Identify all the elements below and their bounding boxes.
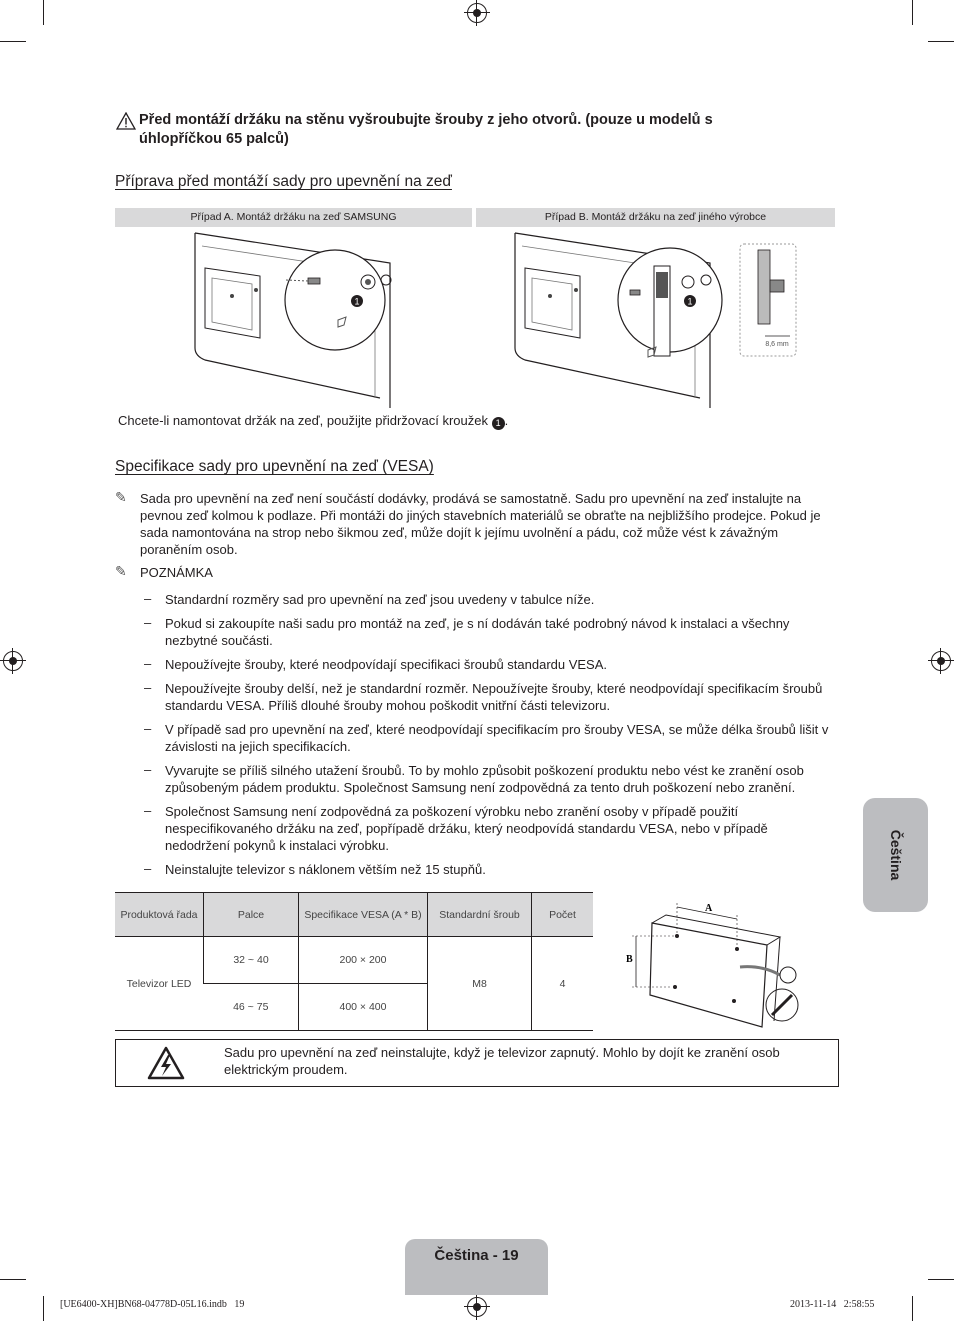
callout-1-inline xyxy=(492,417,505,430)
bullet-dash: – xyxy=(144,656,152,671)
registration-mark-icon xyxy=(3,651,23,671)
crop-mark xyxy=(43,0,44,25)
note-label: POZNÁMKA xyxy=(140,565,213,580)
label-b: B xyxy=(626,954,633,965)
cell-inches: 46 ~ 75 xyxy=(204,984,299,1031)
diagram-case-b xyxy=(510,228,800,410)
mounting-caption xyxy=(118,412,508,430)
bullet-dash: – xyxy=(144,861,152,876)
bullet-item: Neinstalujte televizor s náklonem větším než 15 stupňů. xyxy=(165,862,486,877)
warning-title: Před montáží držáku na stěnu vyšroubujte šrouby z jeho otvorů. (pouze u modelů s úhlopříčkou 65 palců) xyxy=(139,112,713,147)
bullet-dash: – xyxy=(144,591,152,606)
page-number: Čeština - 19 xyxy=(434,1247,519,1264)
bullet-dash: – xyxy=(144,721,152,736)
bullet-dash: – xyxy=(144,762,152,777)
label-a: A xyxy=(705,903,713,914)
callout-number: 1 xyxy=(495,418,501,428)
pencil-note-icon: ✎ xyxy=(115,563,127,579)
danger-text: Sadu pro upevnění na zeď neinstalujte, když je televizor zapnutý. Mohlo by dojít ke zranění osob elektrickým proudem. xyxy=(224,1045,780,1077)
registration-mark-icon xyxy=(467,3,487,23)
vesa-intro: Sada pro upevnění na zeď není součástí dodávky, prodává se samostatně. Sadu pro upevnění na zeď instalujte na pevnou zeď kolmou k podlaze. Při montáži do jiných stavebních materiálů se obraťte na nejbližšího prodejce. Pokud je sada namontována na strop nebo šikmou zeď, může dojít k jejímu uvolnění a pádu, což může vést k závažným poraněním osob. xyxy=(140,491,821,557)
language-tab-label: Čeština xyxy=(887,829,904,881)
warning-triangle-icon xyxy=(116,112,136,130)
footer-file-info: [UE6400-XH]BN68-04778D-05L16.indb 19 xyxy=(60,1299,245,1310)
bullet-item: Nepoužívejte šrouby, které neodpovídají specifikaci šroubů standardu VESA. xyxy=(165,657,608,672)
cell-inches: 32 ~ 40 xyxy=(204,937,299,984)
diagram-case-a xyxy=(190,228,400,410)
header-product-line: Produktová řada xyxy=(115,893,204,937)
vesa-spec-table xyxy=(115,892,593,1031)
cell-screw: M8 xyxy=(428,937,532,1031)
bullet-item: Společnost Samsung není zodpovědná za poškození výrobku nebo zranění osoby v případě použití nespecifikovaného držáku na zeď, popřípadě držáku, který neodpovídá standardu VESA, nebo v případě nedodržení pokynů k instalaci výrobku. xyxy=(165,804,768,853)
crop-mark xyxy=(43,1296,44,1321)
registration-mark-icon xyxy=(467,1297,487,1317)
electric-shock-warning xyxy=(115,1039,839,1087)
caption-end: . xyxy=(504,413,509,428)
registration-mark-icon xyxy=(931,651,951,671)
page-number-tab xyxy=(405,1239,548,1295)
caption-text: Chcete-li namontovat držák na zeď, použijte přidržovací kroužek xyxy=(118,413,488,428)
bullet-dash: – xyxy=(144,615,152,630)
cell-product-line: Televizor LED xyxy=(115,937,204,1031)
callout-1: 1 xyxy=(354,296,360,307)
table-row xyxy=(115,937,593,984)
header-screw: Standardní šroub xyxy=(428,893,532,937)
bullet-item: Pokud si zakoupíte naši sadu pro montáž na zeď, je s ní dodáván také podrobný návod k instalaci a všechny nezbytné součásti. xyxy=(165,616,790,648)
header-vesa: Specifikace VESA (A * B) xyxy=(299,893,428,937)
cell-count: 4 xyxy=(532,937,594,1031)
table-header-row xyxy=(115,893,593,937)
high-voltage-icon xyxy=(147,1046,185,1080)
bullet-dash: – xyxy=(144,803,152,818)
bullet-item: Vyvarujte se příliš silného utažení šroubů. To by mohlo způsobit poškození produktu nebo vést ke zranění osob způsobeným pádem produktu. Společnost Samsung není zodpovědná za tento druh poškození nebo zranění. xyxy=(165,763,804,795)
crop-mark xyxy=(0,41,26,42)
header-inches: Palce xyxy=(204,893,299,937)
section-heading-preparation: Příprava před montáží sady pro upevnění na zeď xyxy=(115,173,452,190)
case-b-label: Případ B. Montáž držáku na zeď jiného výrobce xyxy=(476,208,835,227)
crop-mark xyxy=(928,41,954,42)
section-heading-vesa: Specifikace sady pro upevnění na zeď (VESA) xyxy=(115,458,434,475)
dimension-label: 8,6 mm xyxy=(765,341,789,348)
bullet-item: V případě sad pro upevnění na zeď, které neodpovídají specifikacím pro šrouby VESA, se může délka šroubů lišit v závislosti na jejich specifikacích. xyxy=(165,722,829,754)
bullet-dash: – xyxy=(144,680,152,695)
cell-vesa: 200 × 200 xyxy=(299,937,428,984)
callout-1: 1 xyxy=(687,296,693,307)
cell-vesa: 400 × 400 xyxy=(299,984,428,1031)
bullet-item: Nepoužívejte šrouby delší, než je standardní rozměr. Nepoužívejte šrouby, které neodpovídají specifikacím šroubů standardu VESA. Příliš dlouhé šrouby mohou poškodit vnitřní části televizoru. xyxy=(165,681,823,713)
pencil-note-icon: ✎ xyxy=(115,489,127,505)
crop-mark xyxy=(912,0,913,25)
bullet-item: Standardní rozměry sad pro upevnění na zeď jsou uvedeny v tabulce níže. xyxy=(165,592,595,607)
crop-mark xyxy=(0,1279,26,1280)
crop-mark xyxy=(928,1279,954,1280)
header-count: Počet xyxy=(532,893,594,937)
footer-timestamp: 2013-11-14 2:58:55 xyxy=(790,1299,875,1310)
language-side-tab xyxy=(863,798,928,912)
case-a-label: Případ A. Montáž držáku na zeď SAMSUNG xyxy=(115,208,472,227)
crop-mark xyxy=(912,1296,913,1321)
vesa-dimension-diagram xyxy=(622,895,812,1030)
